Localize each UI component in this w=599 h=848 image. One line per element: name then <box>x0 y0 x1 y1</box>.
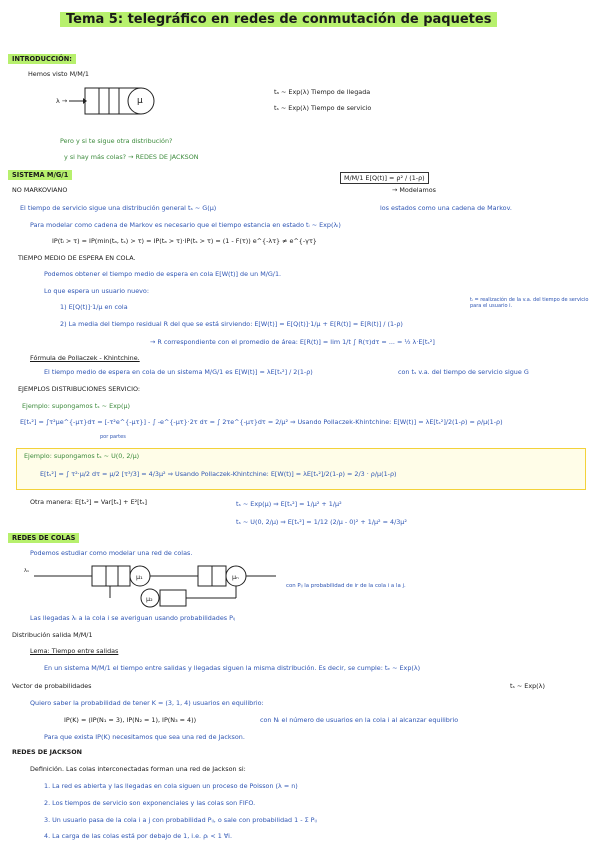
mg1-line-1: El tiempo de servicio sigue una distribución general tₛ ~ G(μ) <box>20 204 217 212</box>
vector-probabilidades: Vector de probabilidades <box>12 682 92 690</box>
jackson-item: 2. Los tiempos de servicio son exponenciales y las colas son FIFO. <box>44 799 256 807</box>
mg1-line-6: 1) E[Q(t)]·1/μ en cola <box>60 303 128 311</box>
mg1-line-9: El tiempo medio de espera en cola de un sistema M/G/1 es E[W(t)] = λE[tₛ²] / 2(1-ρ) <box>44 368 313 376</box>
question-1: Pero y si te sigue otra distribución? <box>60 137 173 145</box>
modelamos-label: → Modelamos <box>392 186 436 194</box>
mg1-subheading: TIEMPO MEDIO DE ESPERA EN COLA. <box>18 254 136 262</box>
lema-title: Lema: Tiempo entre salidas <box>30 647 119 655</box>
mm1-formula-box: M/M/1 E[Q(t)] = ρ² / (1-ρ) <box>340 172 429 184</box>
redes-line-5: IP(K) = (IP(N₁ = 3), IP(N₂ = 1), IP(N₃ = 4)) <box>64 716 197 724</box>
page-title: Tema 5: telegráfico en redes de conmutación de paquetes <box>60 12 497 28</box>
queue-network-diagram <box>30 560 280 608</box>
jackson-item: 1. La red es abierta y las llegadas en cola siguen un proceso de Poisson (λ = n) <box>44 782 298 790</box>
jackson-definition: Definición. Las colas interconectadas forman una red de Jackson si: <box>30 765 246 773</box>
ejemplos-heading: EJEMPLOS DISTRIBUCIONES SERVICIO: <box>18 385 141 393</box>
jackson-heading: REDES DE JACKSON <box>12 748 83 756</box>
jackson-item: 3. Un usuario pasa de la cola i a j con probabilidad Pᵢⱼ, o sale con probabilidad 1 - Σ Pᵢⱼ <box>44 816 317 824</box>
mg1-line-5: Lo que espera un usuario nuevo: <box>44 287 149 295</box>
no-markov-label: NO MARKOVIANO <box>12 186 68 194</box>
section-mg1-heading: SISTEMA M/G/1 <box>8 170 72 180</box>
vector-ts: tₛ ~ Exp(λ) <box>510 682 545 690</box>
pij-note: con Pᵢⱼ la probabilidad de ir de la cola i a la j. <box>286 583 406 589</box>
mm1-queue-diagram <box>55 84 165 120</box>
otra-uniform: tₛ ~ U(0, 2/μ) ⇒ E[tₛ²] = 1/12 (2/μ - 0)² + 1/μ² = 4/3μ² <box>236 518 407 526</box>
residual-note: tᵢ = realización de la v.a. del tiempo de servicio para el usuario i. <box>470 297 589 309</box>
redes-line-4: Quiero saber la probabilidad de tener K = (3, 1, 4) usuarios en equilibrio: <box>30 699 264 707</box>
ejemplo-2-title: Ejemplo: supongamos tₛ ~ U(0, 2/μ) <box>24 452 140 460</box>
mu-2-label: μ₂ <box>146 595 153 603</box>
mu-1-label: μ₁ <box>136 573 143 581</box>
ejemplo-2-body: E[tₛ²] = ∫ τ²·μ/2 dτ = μ/2 [τ³/3] = 4/3μ² ⇒ Usando Pollaczek-Khintchine: E[W(t)] = λE[tₛ²]/2(1-ρ) = 2/3 · ρ/μ(1-ρ) <box>40 470 397 478</box>
mg1-estados: los estados como una cadena de Markov. <box>380 204 512 212</box>
redes-line-5b: con Nᵢ el número de usuarios en la cola i al alcanzar equilibrio <box>260 716 459 724</box>
redes-line-3: En un sistema M/M/1 el tiempo entre salidas y llegadas siguen la misma distribución. Es decir, se cumple: tₑ ~ Exp(λ) <box>44 664 421 672</box>
pk-formula-label: Fórmula de Pollaczek - Khintchine. <box>30 354 140 362</box>
por-partes-note: por partes <box>100 434 126 440</box>
mu-label: μ <box>137 96 143 106</box>
jackson-item: 4. La carga de las colas está por debajo de 1, i.e. ρᵢ < 1 ∀i. <box>44 832 232 840</box>
question-2: y si hay más colas? → REDES DE JACKSON <box>64 153 199 161</box>
mg1-line-4: Podemos obtener el tiempo medio de espera en cola E[W(t)] de un M/G/1. <box>44 270 282 278</box>
section-redes-heading: REDES DE COLAS <box>8 533 79 543</box>
mg1-line-8: → R correspondiente con el promedio de área: E[R(t)] = lim 1/t ∫ R(τ)dτ = ... = ½ λ·E[tₛ²] <box>150 338 435 346</box>
ejemplo-1-title: Ejemplo: supongamos tₛ ~ Exp(μ) <box>22 402 130 410</box>
mu-n-label: μₙ <box>232 573 239 581</box>
lambda-1-label: λ₁ <box>24 568 29 574</box>
mg1-line-2: Para modelar como cadena de Markov es necesario que el tiempo estancia en estado tᵢ ~ Exp(λᵢ) <box>30 221 341 229</box>
otra-exp: tₛ ~ Exp(μ) ⇒ E[tₛ²] = 1/μ² + 1/μ² <box>236 500 342 508</box>
ejemplo-1-body: E[tₛ²] = ∫τ²μe^{-μτ}dτ = [-τ²e^{-μτ}] - ∫ -e^{-μτ}·2τ dτ = ∫ 2τe^{-μτ}dτ = 2/μ² ⇒ Usando Pollaczek-Khintchine: E[W(t)] = λE[tₛ²]/2(1-ρ) = ρ/μ(1-ρ) <box>20 418 503 426</box>
lambda-label: λ → <box>56 97 68 105</box>
redes-line-1: Podemos estudiar como modelar una red de colas. <box>30 549 193 557</box>
mg1-line-7: 2) La media del tiempo residual R del que se está sirviendo: E[W(t)] = E[Q(t)]·1/μ + E[R(t)] = E[R(t)] / (1-ρ) <box>60 320 403 328</box>
otra-manera: Otra manera: E[tₛ²] = Var[tₛ] + E²[tₛ] <box>30 498 148 506</box>
intro-line: Hemos visto M/M/1 <box>28 70 89 78</box>
mg1-line-3: IP(tᵢ > τ) = IP(min(tₐ, tₛ) > τ) = IP(tₐ > τ)·IP(tₛ > τ) = (1 - F(τ)) e^{-λτ} ≠ e^{-γτ} <box>52 237 317 245</box>
ta-distribution: tₐ ~ Exp(λ) Tiempo de llegada <box>274 88 371 96</box>
redes-line-6: Para que exista IP(K) necesitamos que sea una red de Jackson. <box>44 733 245 741</box>
ts-distribution: tₛ ~ Exp(λ) Tiempo de servicio <box>274 104 372 112</box>
mg1-line-9b: con tₛ v.a. del tiempo de servicio sigue G <box>398 368 529 376</box>
redes-line-2: Las llegadas λᵢ a la cola i se averiguan usando probabilidades Pᵢⱼ <box>30 614 236 622</box>
section-intro-heading: INTRODUCCIÓN: <box>8 54 76 64</box>
distribucion-salida: Distribución salida M/M/1 <box>12 631 93 639</box>
